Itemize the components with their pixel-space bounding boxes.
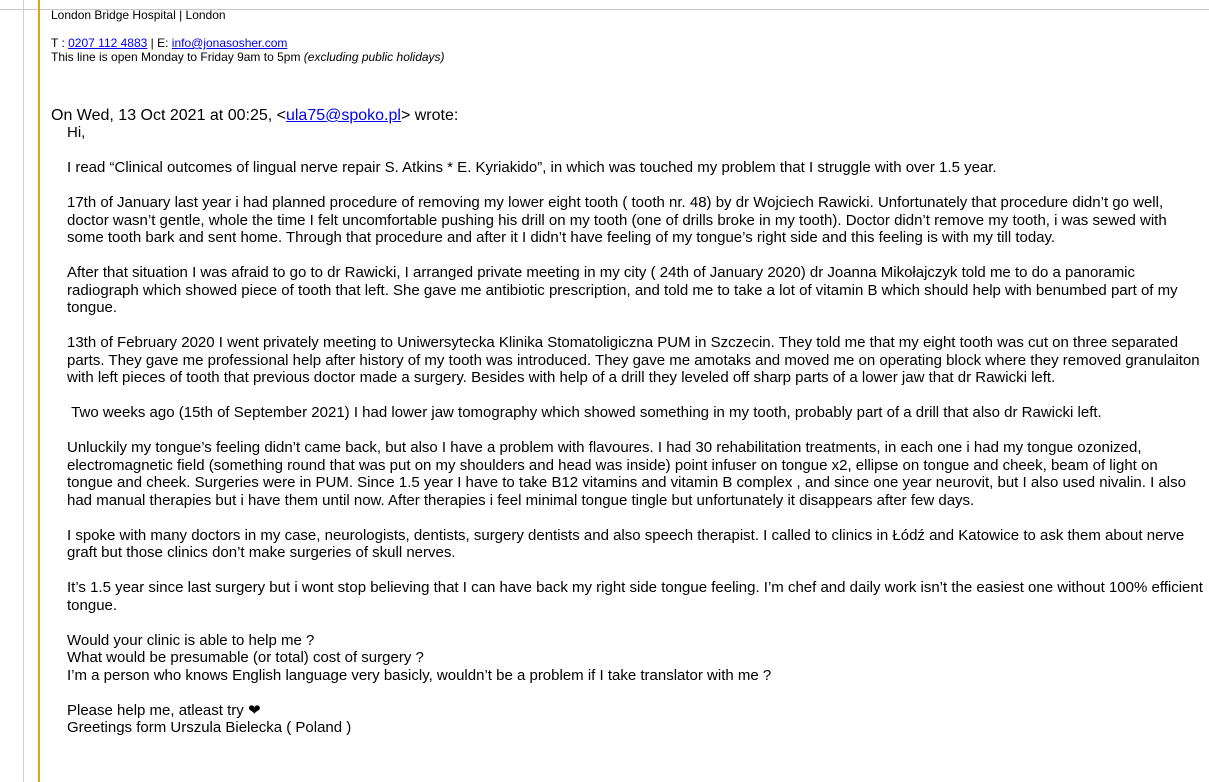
question-3: I’m a person who knows English language very basicly, wouldn’t be a problem if I take translator with me ? — [67, 666, 772, 684]
closing-text: Please help me, atleast try — [67, 701, 248, 719]
question-1: Would your clinic is able to help me ? — [67, 631, 315, 649]
email-link[interactable]: info@jonasosher.com — [171, 36, 288, 50]
sender-email-link[interactable]: ula75@spoko.pl — [285, 107, 401, 124]
paragraph-6: Unluckily my tongue’s feeling didn’t came back, but also I have a problem with flavoures. I had 30 rehabilitation treatments, in each one i had my tongue ozonized, electromagnetic field (something round that was put on my shoulders and head was inside) point infuser on tongue x2, ellipse on tongue and cheek, beam of light on tongue and cheek. Surgeries were in PUM. Since 1.5 year I have to take B12 vitamins and vitamin B complex , and since one year neurovit, but I also used nivalin. I also had manual therapies but i have them until now. After therapies i feel minimal tongue tingle but unfortunately it disappears after few days. — [67, 439, 1186, 509]
paragraph-3: After that situation I was afraid to go to dr Rawicki, I arranged private meeting in my city ( 24th of January 2020) dr Joanna Mikołajczyk told me to do a panoramic radiograph which showed piece of tooth that left. She gave me antibiotic prescription, and told me to take a lot of vitamin B which should help with benumbed part of my tongue. — [67, 264, 1178, 316]
attribution-suffix: > wrote: — [400, 107, 459, 124]
paragraph-7: I spoke with many doctors in my case, neurologists, dentists, surgery dentists and also speech therapist. I called to clinics in Łódź and Katowice to ask them about nerve graft but those clinics don’t make surgeries of skull nerves. — [67, 526, 1185, 561]
paragraph-8: It’s 1.5 year since last surgery but i wont stop believing that I can have back my right side tongue feeling. I’m chef and daily work isn’t the easiest one without 100% efficient tongue. — [67, 579, 1203, 614]
heart-icon: ❤ — [247, 701, 261, 719]
paragraph-5: Two weeks ago (15th of September 2021) I had lower jaw tomography which showed something in my tooth, probably part of a drill that also dr Rawicki left. — [67, 404, 1102, 421]
signature-hours — [51, 50, 445, 64]
paragraph-4: 13th of February 2020 I went privately meeting to Uniwersytecka Klinika Stomatoligiczna PUM in Szczecin. They told me that my eight tooth was cut on three separated parts. They gave me professional help after history of my tooth was introduced. They gave me amotaks and moved me on operating block where they removed granulaiton with left pieces of tooth that previous doctor made a surgery. Besides with help of a drill they leveled off sharp parts of a lower jaw that dr Rawicki left. — [67, 334, 1200, 386]
hours-text: This line is open Monday to Friday 9am to 5pm — [51, 50, 304, 64]
email-label: | E: — [147, 36, 172, 50]
sign-off: Greetings form Urszula Bielecka ( Poland ) — [67, 719, 352, 736]
quote-bar-inner — [38, 0, 40, 782]
quoted-message — [67, 124, 1205, 737]
question-2: What would be presumable (or total) cost of surgery ? — [67, 649, 424, 666]
signature-block — [51, 8, 445, 64]
phone-link[interactable]: 0207 112 4883 — [68, 36, 148, 50]
tel-label: T : — [51, 36, 69, 50]
closing-line — [67, 702, 1205, 720]
attribution-prefix: On Wed, 13 Oct 2021 at 00:25, < — [51, 107, 286, 124]
signature-location: London Bridge Hospital | London — [51, 8, 226, 22]
greeting: Hi, — [67, 124, 86, 141]
quote-bar-outer — [23, 0, 24, 782]
paragraph-1: I read “Clinical outcomes of lingual nerve repair S. Atkins * E. Kyriakido”, in which was touched my problem that I struggle with over 1.5 year. — [67, 159, 997, 176]
paragraph-2: 17th of January last year i had planned procedure of removing my lower eight tooth ( tooth nr. 48) by dr Wojciech Rawicki. Unfortunately that procedure didn’t go well, doctor wasn’t gentle, whole the time I felt uncomfortable pushing his drill on my tooth (one of drills broke in my tooth). Doctor didn’t remove my tooth, i was sewed with some tooth bark and sent home. Through that procedure and after it I didn’t have feeling of my tongue’s right side and this feeling is with my till today. — [67, 194, 1167, 246]
quote-attribution — [51, 106, 458, 125]
hours-note: (excluding public holidays) — [303, 50, 445, 64]
signature-contact — [51, 36, 445, 50]
